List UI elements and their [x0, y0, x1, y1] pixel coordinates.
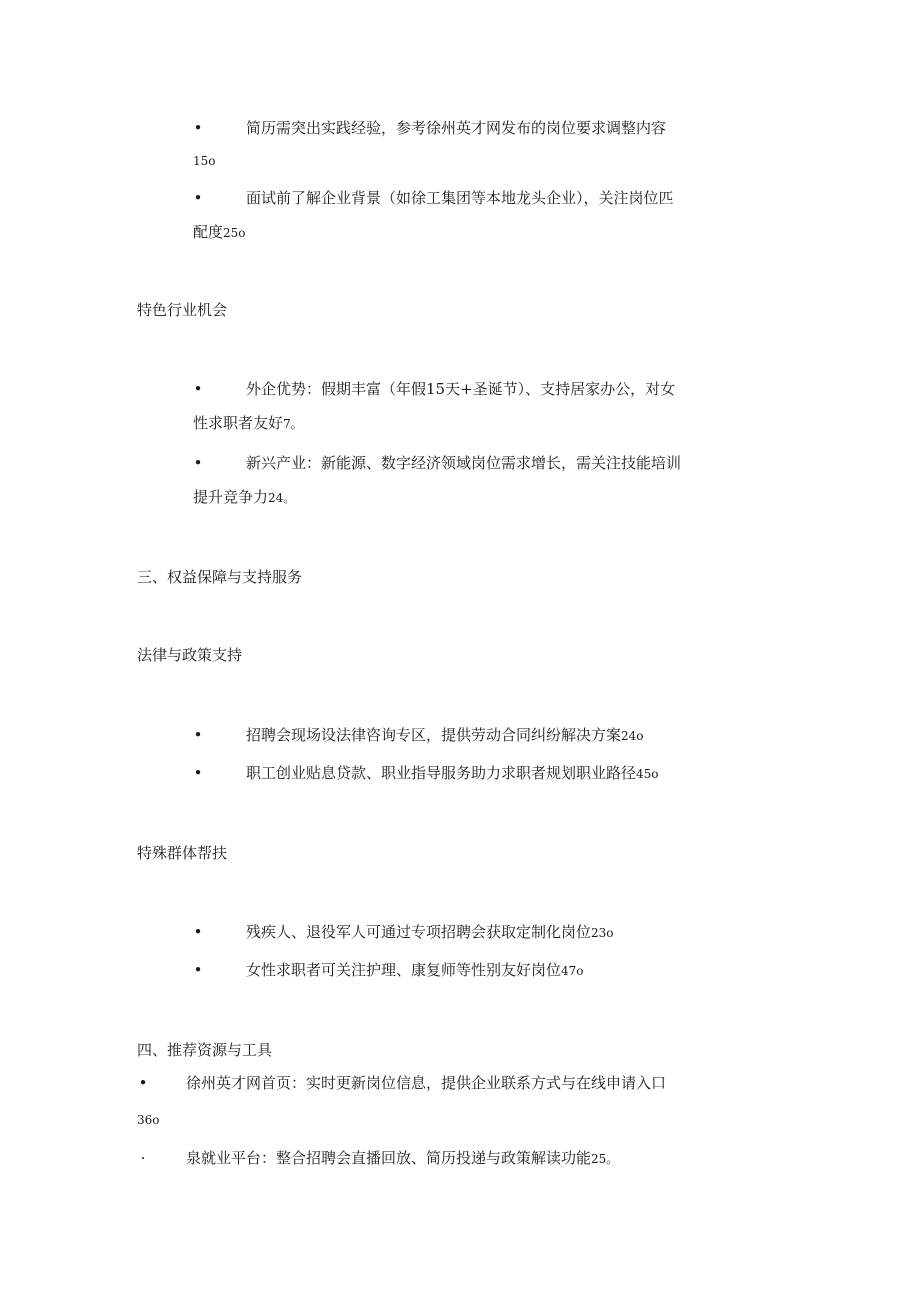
- bullet-dot: •: [193, 764, 203, 782]
- reference-number: 24o: [621, 729, 644, 743]
- list-item: [186, 1073, 666, 1093]
- list-item-text: 提升竞争力: [193, 488, 269, 506]
- list-item: [246, 725, 644, 746]
- list-item: [246, 960, 584, 981]
- list-item-text: 女性求职者可关注护理、康复师等性别友好岗位: [246, 961, 562, 979]
- reference-number: 24。: [268, 491, 296, 505]
- list-item: [246, 763, 659, 784]
- list-item: [246, 453, 681, 473]
- list-item-text: 新兴产业：新能源、数字经济领域岗位需求增长，需关注技能培训: [246, 454, 682, 472]
- section-heading: 三、权益保障与支持服务: [137, 568, 303, 586]
- reference-number: 45o: [636, 767, 659, 781]
- list-item-text: 泉就业平台：整合招聘会直播回放、简历投递与政策解读功能: [186, 1149, 592, 1167]
- list-item: [186, 1148, 618, 1169]
- reference-number: [137, 1109, 160, 1130]
- list-item-text: 职工创业贴息贷款、职业指导服务助力求职者规划职业路径: [246, 764, 637, 782]
- subsection-heading: 特殊群体帮扶: [137, 844, 228, 862]
- reference-number-text: 15o: [193, 154, 216, 168]
- reference-number-text: 36o: [137, 1113, 160, 1127]
- list-item-text: 残疾人、退役军人可通过专项招聘会获取定制化岗位: [246, 923, 592, 941]
- list-item: [246, 379, 675, 399]
- subsection-heading: 法律与政策支持: [137, 646, 243, 664]
- reference-number: 23o: [591, 926, 614, 940]
- list-item-continuation: [193, 413, 303, 434]
- list-item: [246, 922, 614, 943]
- section-heading: 四、推荐资源与工具: [137, 1041, 273, 1059]
- list-item-text: 徐州英才网首页：实时更新岗位信息，提供企业联系方式与在线申请入口: [186, 1074, 667, 1092]
- list-item-text: 性求职者友好: [193, 414, 284, 432]
- reference-number: [193, 150, 216, 171]
- list-item-text: 面试前了解企业背景（如徐工集团等本地龙头企业），关注岗位匹: [246, 189, 674, 207]
- list-item-text: 招聘会现场设法律咨询专区，提供劳动合同纠纷解决方案: [246, 726, 622, 744]
- bullet-dot: •: [138, 1074, 148, 1092]
- bullet-dot: •: [193, 380, 203, 398]
- list-item-text: 配度: [193, 223, 224, 241]
- list-item-text: 外企优势：假期丰富（年假15天+圣诞节）、支持居家办公，对女: [246, 380, 676, 398]
- bullet-dot: ·: [140, 1149, 146, 1167]
- list-item-text: 简历需突出实践经验，参考徐州英才网发布的岗位要求调整内容: [246, 119, 667, 137]
- bullet-dot: •: [193, 454, 203, 472]
- list-item: [246, 188, 674, 208]
- list-item: [246, 118, 666, 138]
- bullet-dot: •: [193, 923, 203, 941]
- list-item-continuation: [193, 487, 295, 508]
- list-item-continuation: [193, 222, 246, 243]
- section-heading: 特色行业机会: [137, 301, 228, 319]
- reference-number: 25。: [591, 1152, 619, 1166]
- bullet-dot: •: [193, 726, 203, 744]
- reference-number: 25o: [223, 226, 246, 240]
- bullet-dot: •: [193, 961, 203, 979]
- reference-number: 47o: [561, 964, 584, 978]
- bullet-dot: •: [193, 119, 203, 137]
- reference-number: 7。: [283, 417, 303, 431]
- bullet-dot: •: [193, 189, 203, 207]
